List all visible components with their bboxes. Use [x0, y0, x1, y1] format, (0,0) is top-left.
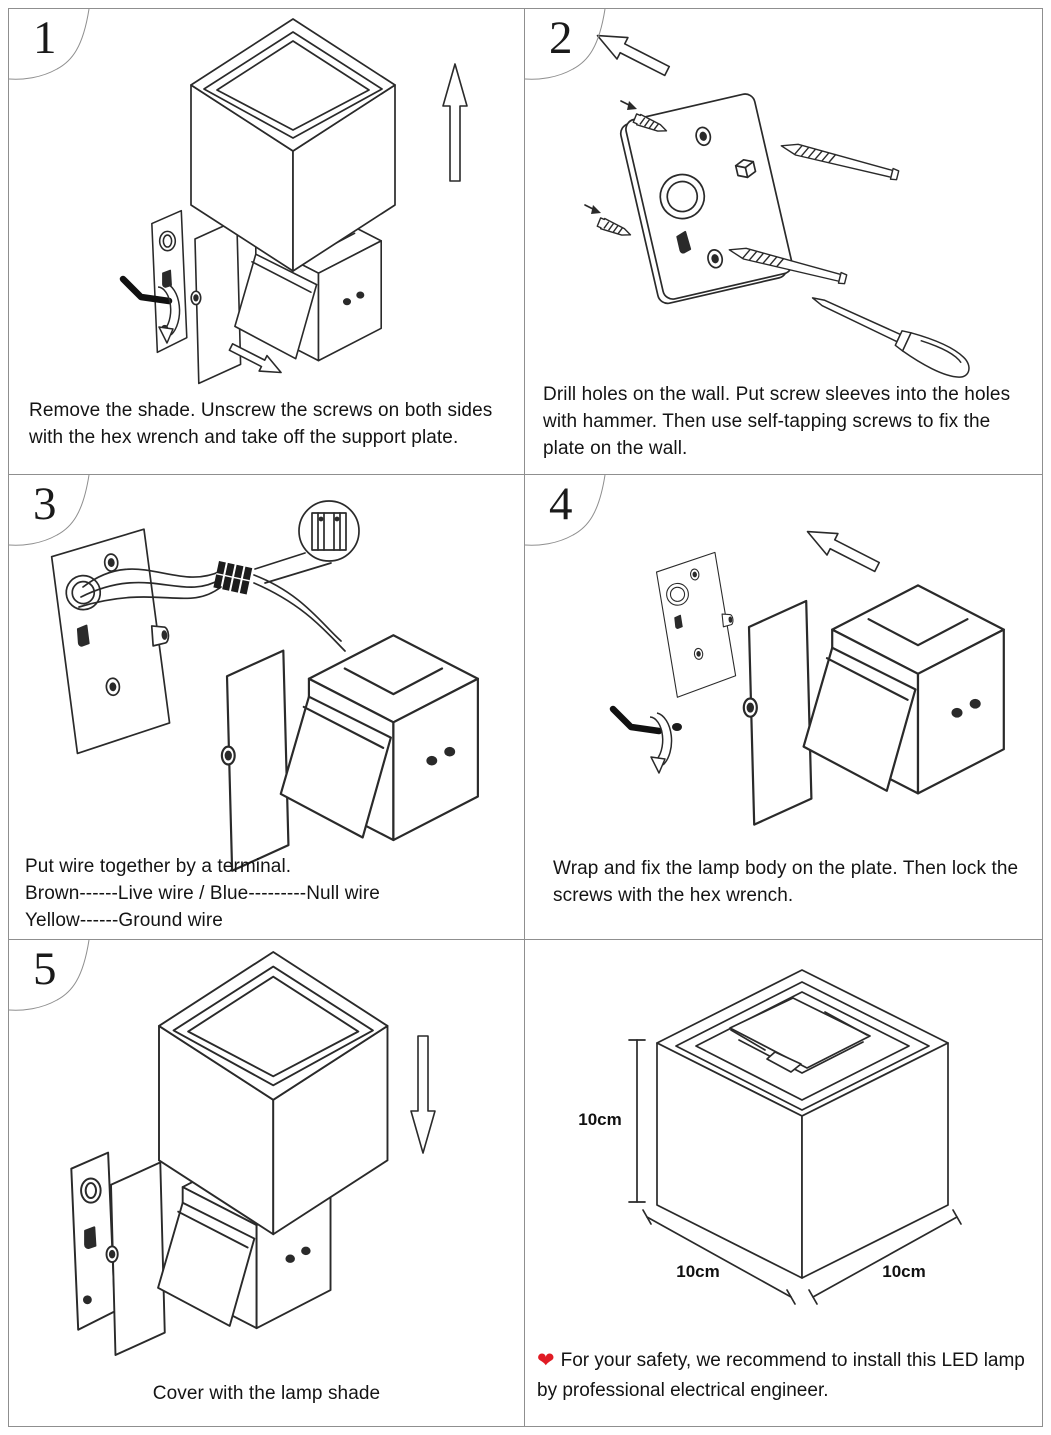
height-dimension-label: 10cm — [578, 1110, 622, 1129]
caption-line-wire-colors: Brown------Live wire / Blue---------Null wire — [25, 883, 380, 904]
depth-dimension-label: 10cm — [882, 1262, 926, 1281]
wall-plate-drawing — [50, 528, 176, 754]
hex-wrench-icon — [613, 709, 659, 731]
step-number: 3 — [33, 478, 57, 530]
toward-wall-arrow-icon — [802, 521, 882, 578]
wall-plate-drawing — [655, 551, 740, 698]
width-dimension-label: 10cm — [676, 1262, 720, 1281]
step-5-panel — [9, 940, 525, 1426]
corner-curl-icon — [525, 9, 621, 89]
step-number: 2 — [549, 12, 573, 64]
screwdriver-icon — [807, 286, 975, 383]
step-number: 1 — [33, 12, 57, 64]
dimension-cube-drawing — [657, 970, 948, 1278]
corner-curl-icon — [9, 9, 105, 89]
step-caption — [25, 853, 525, 934]
step-caption: Wrap and fix the lamp body on the plate. Then lock the screws with the hex wrench. — [553, 858, 1019, 906]
mounting-plate-drawing — [71, 1153, 115, 1330]
lamp-body-drawing — [222, 635, 478, 871]
caption-line-wire-colors: Yellow------Ground wire — [25, 910, 223, 931]
step-number: 4 — [549, 478, 573, 530]
step-caption: Remove the shade. Unscrew the screws on both sides with the hex wrench and take off the support plate. — [29, 400, 493, 448]
lamp-body-drawing — [744, 585, 1004, 824]
corner-curl-icon — [9, 940, 105, 1020]
set-screw-icon — [672, 723, 682, 731]
step-4-panel — [525, 475, 1042, 940]
instruction-grid — [8, 8, 1043, 1427]
corner-curl-icon — [525, 475, 621, 555]
rotate-arc-icon — [650, 713, 672, 773]
height-dimension-line — [629, 1040, 645, 1202]
step-number: 5 — [33, 943, 57, 995]
heart-icon: ❤ — [537, 1349, 555, 1372]
down-arrow-icon — [411, 1036, 435, 1153]
corner-curl-icon — [9, 475, 105, 555]
caption-line: Put wire together by a terminal. — [25, 856, 292, 877]
up-arrow-icon — [443, 64, 467, 181]
step-2-panel — [525, 9, 1042, 475]
step-caption: Cover with the lamp shade — [152, 1383, 381, 1404]
safety-note-text: For your safety, we recommend to install this LED lamp by professional electrical engineer. — [537, 1350, 1025, 1401]
terminal-block-drawing — [213, 561, 252, 594]
wall-anchor-icon — [585, 205, 633, 240]
safety-note — [537, 1346, 1042, 1406]
magnifier-detail-icon — [255, 501, 359, 583]
dimensions-panel — [525, 940, 1042, 1426]
screw-icon — [780, 140, 899, 180]
step-1-panel — [9, 9, 525, 475]
step-caption: Drill holes on the wall. Put screw sleeves into the holes with hammer. Then use self-tapping screws to fix the plate on the wall. — [543, 384, 1011, 459]
step-3-panel — [9, 475, 525, 940]
